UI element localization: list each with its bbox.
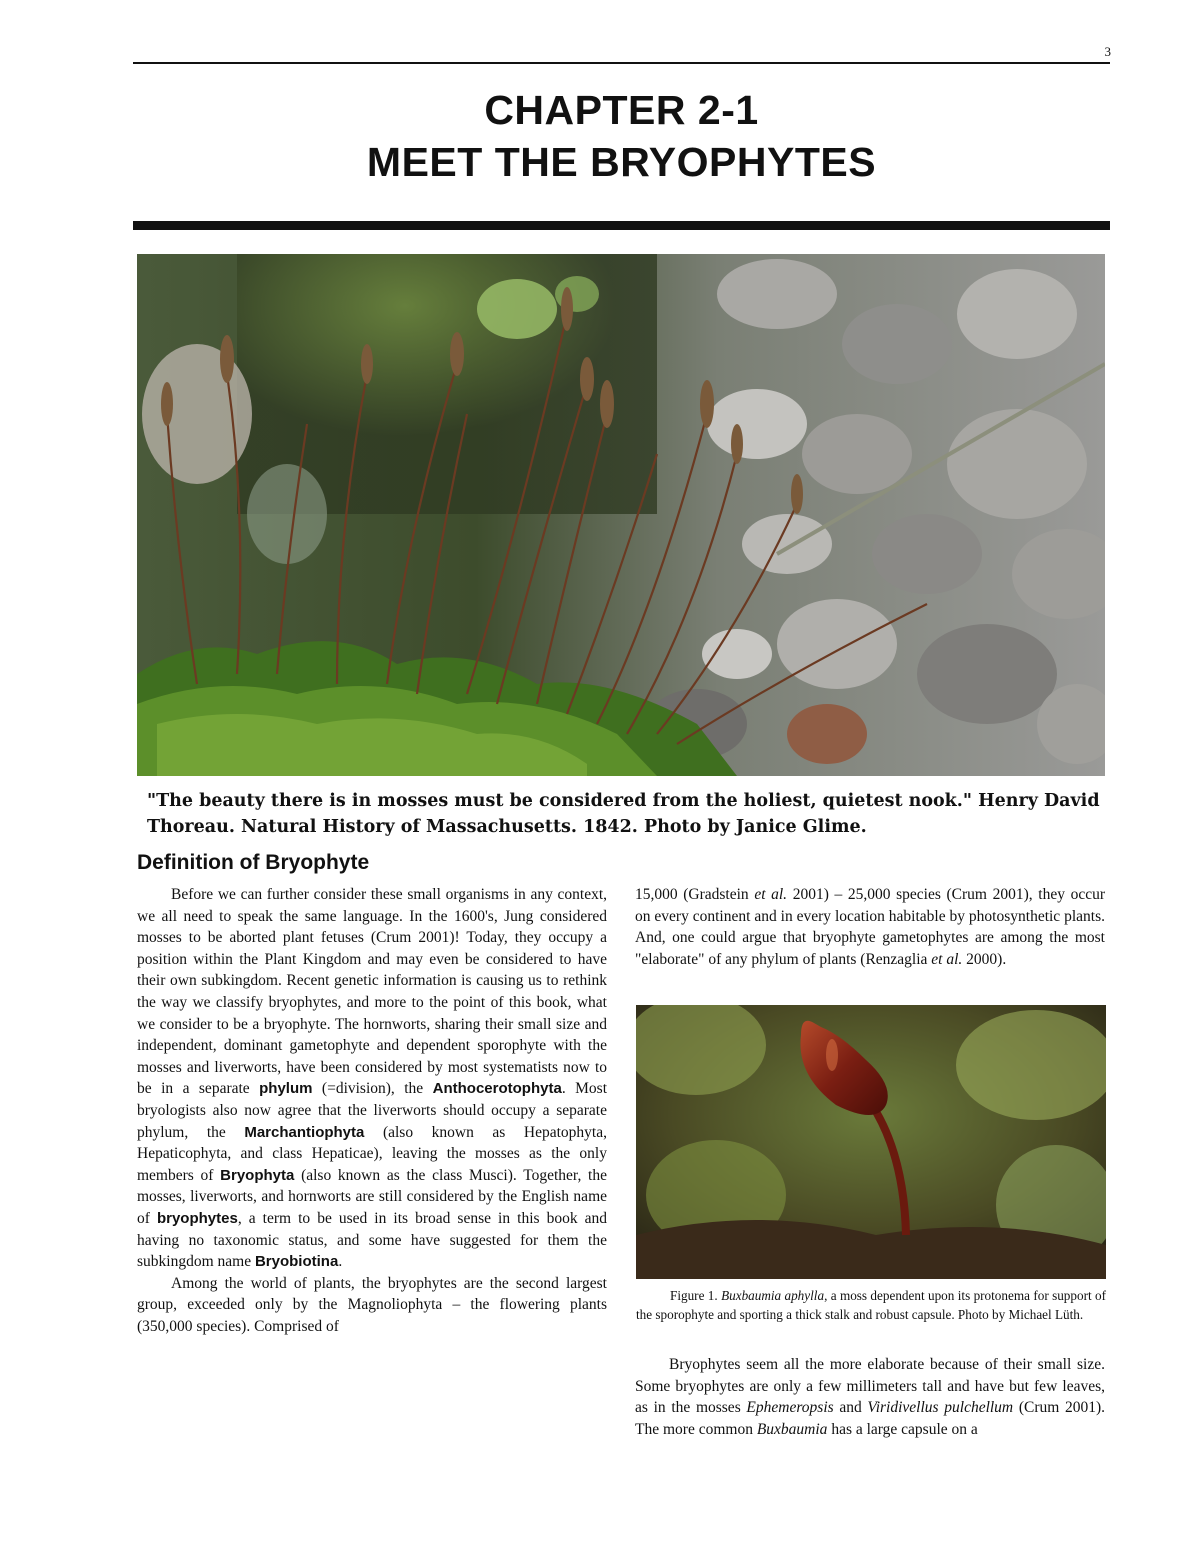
buxbaumia-illustration bbox=[636, 1005, 1106, 1279]
text-run: 15,000 (Gradstein bbox=[635, 886, 755, 903]
figure-label: Figure 1. bbox=[670, 1288, 722, 1303]
term-marchantiophyta: Marchantiophyta bbox=[244, 1123, 365, 1141]
text-run: . Most bryologists also now agree that the liverworts should occupy a separate phylum, the bbox=[137, 1080, 608, 1141]
term-phylum: phylum bbox=[259, 1080, 313, 1098]
text-run-italic: et al. bbox=[931, 950, 963, 968]
figure-species: Buxbaumia aphylla bbox=[721, 1288, 825, 1303]
text-run: (also known as the class Musci). Together, the mosses, liverworts, and hornworts are still considered by the English name of bbox=[137, 1166, 607, 1227]
term-bryobiotina: Bryobiotina bbox=[254, 1253, 339, 1271]
text-run: 2000). bbox=[962, 950, 1007, 968]
page-number: 3 bbox=[1104, 44, 1111, 59]
text-run: (Crum 2001). The more common bbox=[635, 1399, 1106, 1438]
text-run: . bbox=[338, 1253, 343, 1271]
header-rule bbox=[133, 62, 1110, 64]
term-bryophyta: Bryophyta bbox=[220, 1166, 295, 1184]
title-rule bbox=[133, 221, 1110, 230]
text-run: has a large capsule on a bbox=[827, 1420, 978, 1438]
text-run-italic: Ephemeropsis bbox=[746, 1399, 834, 1417]
term-anthocerotophyta: Anthocerotophyta bbox=[432, 1080, 562, 1098]
right-column-bottom bbox=[635, 1354, 1105, 1440]
moss-illustration bbox=[137, 254, 1105, 776]
text-run-italic: Buxbaumia bbox=[756, 1420, 828, 1438]
figure-text: , a moss dependent upon its protonema for support of the sporophyte and sporting a thick stalk and robust capsule. Photo by Michael Lüth. bbox=[636, 1288, 1106, 1322]
section-heading: Definition of Bryophyte bbox=[137, 851, 370, 874]
chapter-name: MEET THE BRYOPHYTES bbox=[366, 139, 877, 185]
text-run: , a term to be used in its broad sense in this book and having no taxonomic status, and some have suggested for them the subkingdom name bbox=[137, 1209, 607, 1271]
text-run: Bryophytes seem all the more elaborate because of their small size. Some bryophytes are only a few millimeters tall and have but few leaves, as in the mosses bbox=[635, 1356, 1105, 1417]
text-run: and bbox=[833, 1399, 868, 1417]
paragraph-definition bbox=[137, 884, 607, 1273]
term-bryophytes: bryophytes bbox=[156, 1209, 238, 1227]
chapter-number: CHAPTER 2-1 bbox=[484, 87, 759, 133]
figure-1-photo bbox=[636, 1005, 1106, 1279]
text-run: (=division), the bbox=[312, 1080, 433, 1098]
hero-caption: "The beauty there is in mosses must be considered from the holiest, quietest nook." Henry David Thoreau. Natural History of Massachusetts. 1842. Photo by Janice Glime. bbox=[147, 791, 1100, 837]
paragraph-elaborate bbox=[635, 1354, 1105, 1440]
figure-1-caption bbox=[636, 1286, 1106, 1324]
left-column bbox=[137, 884, 607, 1337]
chapter-title bbox=[133, 84, 1110, 188]
text-run-italic: et al. bbox=[754, 886, 788, 903]
right-column-top bbox=[635, 884, 1105, 970]
text-run-italic: Viridivellus pulchellum bbox=[867, 1399, 1014, 1417]
text-run: (also known as Hepatophyta, Hepaticophyta, and class Hepaticae), leaving the mosses as the only members of bbox=[137, 1123, 607, 1184]
hero-moss-photo bbox=[137, 254, 1105, 776]
text-run: Before we can further consider these small organisms in any context, we all need to speak the same language. In the 1600's, Jung considered mosses to be aborted plant fetuses (Crum 2001)! Today, they occupy a position within the Plant Kingdom and may even be considered to have their own subkingdom. Recent genetic information is causing us to rethink the way we classify bryophytes, and more to the point of this book, what we consider to be a bryophyte. The hornworts, sharing their small size and independent, dominant gametophyte and dependent sporophyte with the mosses and liverworts, have been considered by most systematists now to be in a separate bbox=[137, 886, 607, 1098]
paragraph-species-count: Among the world of plants, the bryophytes are the second largest group, exceeded only by the Magnoliophyta – the flowering plants (350,000 species). Comprised of bbox=[137, 1274, 607, 1335]
paragraph-continued bbox=[635, 884, 1105, 970]
text-run: 2001) – 25,000 species (Crum 2001), they occur on every continent and in every location habitable by photosynthetic plants. And, one could argue that bryophyte gametophytes are among the most "elaborate" of any phylum of plants (Renzaglia bbox=[635, 886, 1105, 968]
